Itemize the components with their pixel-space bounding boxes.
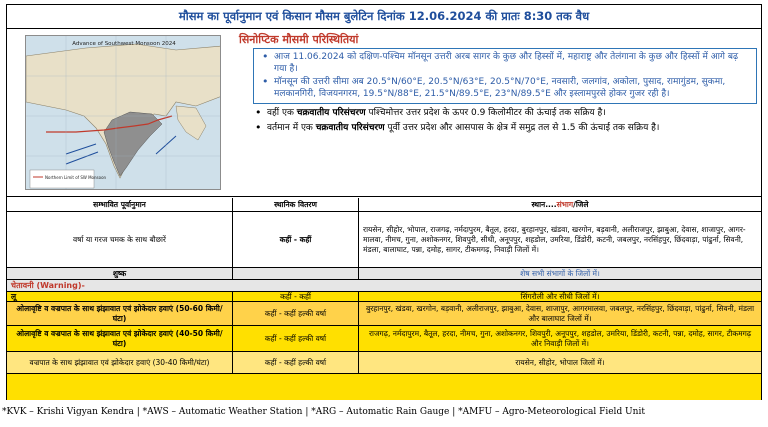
warning-row xyxy=(7,326,761,352)
warning-forecast: ओलावृष्टि व वज्रपात के साथ झंझावात एवं झोकेदार हवाएं (40-50 किमी/घंटा) xyxy=(7,326,233,351)
warning-location: राजगढ़, नर्मदापुरम, बैतूल, हरदा, नीमच, गुना, अशोकनगर, शिवपुरी, अनूपपुर, शहडोल, उमरिया, डिंडोरी, कटनी, पन्ना, दमोह, सागर, टीकमगढ़ और निवाड़ी जिलों में। xyxy=(368,328,752,348)
bulletin-title: मौसम का पूर्वानुमान एवं किसान मौसम बुलेटिन दिनांक 12.06.2024 की प्रातः 8:30 तक वैध xyxy=(7,5,761,29)
warning-distribution: कहीं - कहीं हल्की वर्षा xyxy=(233,302,359,325)
forecast-cell: शुष्क xyxy=(7,268,233,279)
table-bottom-band xyxy=(7,374,761,400)
header-location: स्थान.... संभाग /जिले xyxy=(531,199,589,209)
warning-forecast: लू xyxy=(7,292,233,301)
warning-row xyxy=(7,302,761,326)
table-header-row xyxy=(7,198,761,212)
warning-forecast: वज्रपात के साथ झंझावात एवं झोकेदार हवाएं (30-40 किमी/घंटा) xyxy=(7,352,233,373)
synoptic-box xyxy=(253,48,757,104)
circulation-point: • वहीं एक चक्रवातीय परिसंचरण पश्चिमोत्तर उत्तर प्रदेश के ऊपर 0.9 किलोमीटर की ऊंचाई तक सक्रिय है। xyxy=(253,107,757,119)
forecast-table xyxy=(7,198,761,400)
top-section xyxy=(7,29,761,197)
monsoon-map-image xyxy=(26,36,221,190)
map-title: Advance of Southwest Monsoon 2024 xyxy=(72,41,176,47)
distribution-cell: कहीं - कहीं xyxy=(233,212,359,267)
header-distribution: स्थानिक वितरण xyxy=(233,198,359,211)
bulletin-sheet xyxy=(6,4,762,400)
synoptic-point: • आज 11.06.2024 को दक्षिण-पश्चिम मॉनसून उत्तरी अरब सागर के कुछ और हिस्सों में, महाराष्ट्र और तेलंगाना के कुछ और हिस्सों में आगे बढ़ गया है। xyxy=(260,51,750,75)
distribution-cell xyxy=(233,268,359,279)
header-forecast: सम्भावित पूर्वानुमान xyxy=(7,198,233,211)
warning-row xyxy=(7,352,761,374)
warning-row xyxy=(7,292,761,302)
monsoon-map xyxy=(25,35,221,190)
footer-abbreviations: *KVK – Krishi Vigyan Kendra | *AWS – Automatic Weather Station | *ARG – Automatic Rain Gauge | *AMFU – Agro-Meteorological Field Unit xyxy=(2,407,645,417)
map-legend-item: Northern Limit of SW Monsoon xyxy=(45,175,107,180)
table-row xyxy=(7,212,761,268)
table-row xyxy=(7,268,761,280)
warning-label: चेतावनी (Warning)- xyxy=(7,280,761,292)
warning-location: रायसेन, सीहोर, भोपाल जिलों में। xyxy=(515,357,605,367)
location-cell: रायसेन, सीहोर, भोपाल, राजगढ़, नर्मदापुरम, बैतूल, हरदा, बुरहानपुर, खंडवा, खरगोन, बड़वानी, अलीराजपुर, झाबुआ, देवास, शाजापुर, आगर-मालवा, नीमच, गुना, अशोकनगर, शिवपुरी, सीधी, अनूपपुर, शहडोल, उमरिया, डिंडोरी, कटनी, जबलपुर, नरसिंहपुर, छिंदवाड़ा, पांढुर्ना, सिवनी, मंडला, बालाघाट, पन्ना, दमोह, सागर, टीकमगढ़, निवाड़ी जिलों में। xyxy=(363,224,746,254)
warning-location: बुरहानपुर, खंडवा, खरगोन, बड़वानी, अलीराजपुर, झाबुआ, देवास, शाजापुर, आगरमालवा, जबलपुर, नरसिंहपुर, छिंदवाड़ा, पांढुर्ना, सिवनी, मंडला और बालाघाट जिलों में। xyxy=(365,303,755,323)
warning-location: सिंगरौली और सीधी जिलों में। xyxy=(520,291,600,301)
location-cell: शेष सभी संभागों के जिलों में। xyxy=(520,268,600,278)
synoptic-heading: सिनोप्टिक मौसमी परिस्थितियां xyxy=(239,33,359,46)
warning-distribution: कहीं - कहीं हल्की वर्षा xyxy=(233,352,359,373)
warning-forecast: ओलावृष्टि व वज्रपात के साथ झंझावात एवं झोकेदार हवाएं (50-60 किमी/घंटा) xyxy=(7,302,233,325)
warning-distribution: कहीं - कहीं हल्की वर्षा xyxy=(233,326,359,351)
synoptic-section xyxy=(231,33,757,193)
circulation-point: • वर्तमान में एक चक्रवातीय परिसंचरण पूर्वी उत्तर प्रदेश और आसपास के क्षेत्र में समुद्र तल से 1.5 की ऊंचाई तक सक्रिय है। xyxy=(253,122,757,134)
synoptic-point: • मॉनसून की उत्तरी सीमा अब 20.5°N/60°E, 20.5°N/63°E, 20.5°N/70°E, नवसारी, जलगांव, अकोला, पुसाद, रामागुंडम, सुकमा, मलकानगिरी, विजयनगरम, 19.5°N/88°E, 21.5°N/89.5°E, 23°N/89.5°E और इस्लामपुरसे होकर गुजर रही है। xyxy=(260,76,750,100)
forecast-cell: वर्षा या गरज चमक के साथ बौछारें xyxy=(7,212,233,267)
warning-distribution: कहीं - कहीं xyxy=(233,292,359,301)
